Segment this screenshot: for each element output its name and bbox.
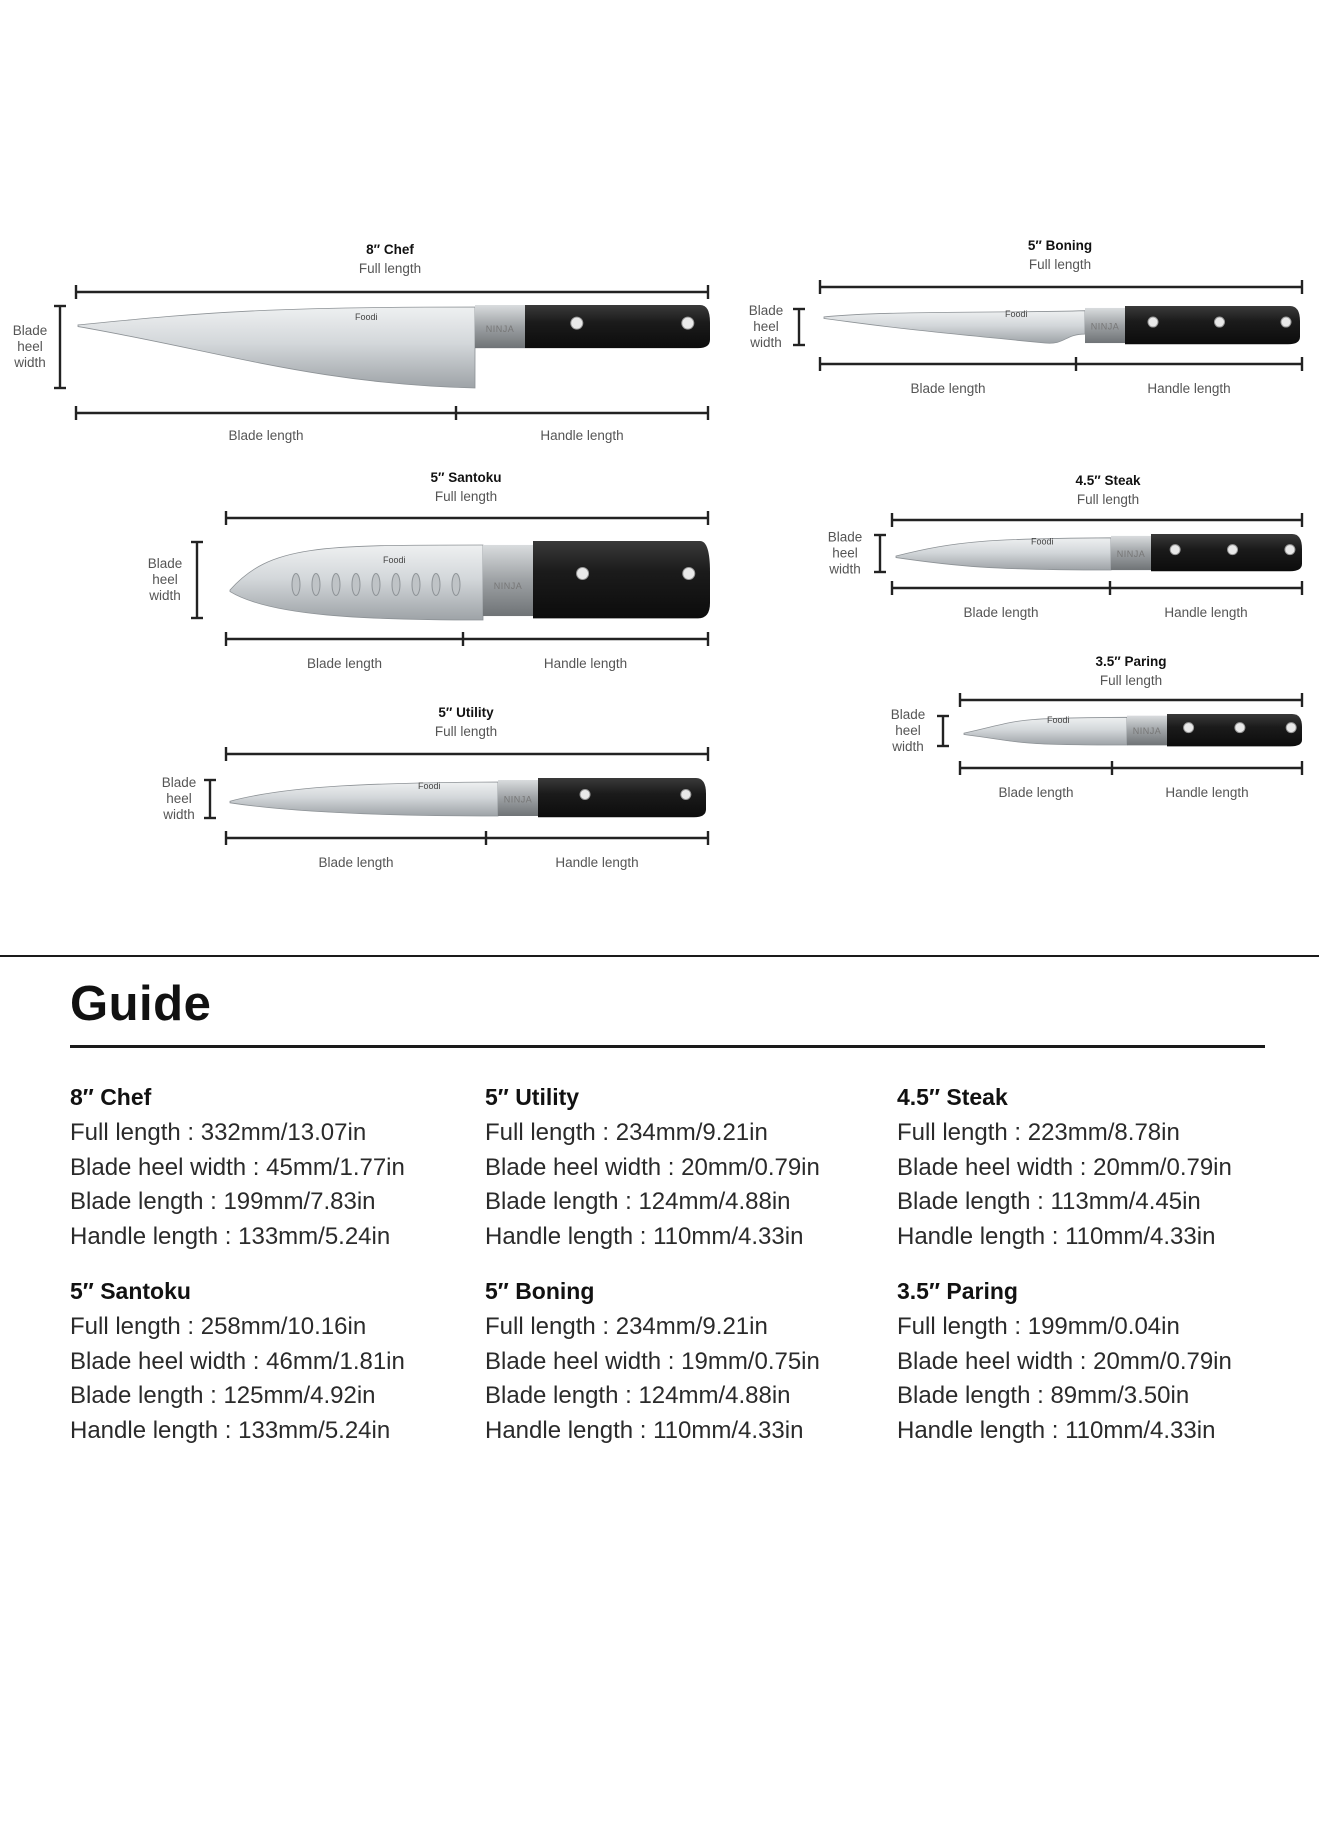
spec-blade-length: Blade length : 199mm/7.83in — [70, 1188, 376, 1215]
guide-item-name: 8″ Chef — [70, 1084, 152, 1110]
bolster-mark: NINJA — [1090, 321, 1120, 332]
handle-rivet — [683, 568, 695, 580]
spec-blade-length: Blade length : 89mm/3.50in — [897, 1382, 1190, 1409]
section-divider — [0, 955, 1319, 957]
blade-heel-width-label: width — [14, 355, 46, 370]
spec-full-length: Full length : 258mm/10.16in — [70, 1313, 367, 1340]
blade-heel-width-label: width — [750, 335, 782, 350]
guide-title: Guide — [70, 977, 212, 1031]
guide-item-name: 4.5″ Steak — [897, 1084, 1008, 1110]
spec-handle-length: Handle length : 110mm/4.33in — [485, 1416, 804, 1444]
blade-heel-width-label: width — [829, 561, 861, 577]
handle-rivet — [580, 789, 590, 799]
blade-heel-width-label: width — [149, 588, 181, 603]
guide-column-2 — [485, 1082, 905, 1448]
handle-rivet — [571, 317, 583, 329]
handle-length-label: Handle length — [555, 855, 639, 870]
spec-blade-heel-width: Blade heel width : 45mm/1.77in — [70, 1153, 405, 1181]
knife-figure-utility — [162, 705, 708, 870]
knife-handle — [538, 778, 706, 817]
spec-blade-heel-width: Blade heel width : 20mm/0.79in — [897, 1153, 1232, 1181]
blade-heel-width-label: Blade — [147, 556, 183, 571]
handle-rivet — [1170, 545, 1180, 555]
knife-title: 8″ Chef — [366, 242, 414, 257]
guide-item-name: 3.5″ Paring — [897, 1278, 1018, 1304]
spec-handle-length: Handle length : 110mm/4.33in — [897, 1222, 1216, 1250]
knife-blade — [824, 308, 1085, 344]
spec-blade-heel-width: Blade heel width : 20mm/0.79in — [485, 1153, 820, 1181]
full-length-label: Full length — [1099, 673, 1163, 688]
blade-brand-logo: Foodi — [418, 781, 441, 792]
full-length-label: Full length — [434, 489, 498, 504]
knife-figure-chef — [13, 242, 710, 443]
spec-handle-length: Handle length : 110mm/4.33in — [897, 1416, 1216, 1444]
blade-brand-logo: Foodi — [383, 555, 406, 566]
granton-dimple — [332, 573, 340, 595]
blade-brand-logo: Foodi — [1031, 536, 1054, 547]
blade-heel-width-label: heel — [166, 791, 192, 806]
handle-rivet — [1228, 545, 1238, 555]
guide-item-utility — [485, 1082, 905, 1254]
blade-length-label: Blade length — [306, 656, 383, 671]
spec-handle-length: Handle length : 133mm/5.24in — [70, 1222, 391, 1250]
spec-full-length: Full length : 199mm/0.04in — [897, 1313, 1180, 1340]
handle-length-label: Handle length — [540, 428, 624, 443]
handle-rivet — [682, 317, 694, 329]
handle-rivet — [1215, 317, 1225, 327]
guide-item-chef — [70, 1082, 490, 1254]
handle-rivet — [1286, 723, 1296, 733]
spec-blade-length: Blade length : 124mm/4.88in — [485, 1188, 791, 1215]
spec-full-length: Full length : 234mm/9.21in — [485, 1313, 768, 1340]
guide-column-1 — [70, 1082, 490, 1448]
full-length-label: Full length — [434, 724, 498, 739]
guide-item-paring — [897, 1276, 1317, 1448]
knife-blade — [230, 782, 498, 816]
blade-heel-width-label: width — [163, 807, 195, 822]
granton-dimple — [352, 573, 360, 595]
spec-handle-length: Handle length : 133mm/5.24in — [70, 1416, 391, 1444]
bolster-mark: NINJA — [503, 794, 533, 805]
blade-heel-width-label: heel — [17, 339, 43, 354]
handle-length-label: Handle length — [1165, 785, 1249, 800]
guide-item-santoku — [70, 1276, 490, 1448]
blade-heel-width-label: heel — [152, 572, 178, 587]
knife-figure-paring — [891, 654, 1302, 800]
blade-heel-width-label: width — [892, 739, 924, 754]
knife-figure-steak — [828, 473, 1302, 620]
handle-rivet — [1285, 545, 1295, 555]
guide-item-name: 5″ Utility — [485, 1084, 580, 1110]
knife-handle — [525, 305, 710, 348]
handle-length-label: Handle length — [543, 656, 628, 671]
spec-blade-length: Blade length : 125mm/4.92in — [70, 1382, 376, 1409]
spec-blade-heel-width: Blade heel width : 46mm/1.81in — [70, 1347, 405, 1375]
spec-blade-heel-width: Blade heel width : 19mm/0.75in — [485, 1347, 820, 1375]
knife-blade — [78, 307, 475, 388]
bolster-mark: NINJA — [1132, 726, 1162, 737]
knife-blade — [896, 538, 1111, 570]
spec-blade-length: Blade length : 124mm/4.88in — [485, 1382, 791, 1409]
full-length-label: Full length — [1076, 492, 1140, 507]
knife-blade — [964, 717, 1127, 745]
knife-title: 5″ Boning — [1027, 238, 1093, 253]
blade-brand-logo: Foodi — [1047, 715, 1070, 726]
blade-heel-width-label: Blade — [161, 775, 197, 790]
knife-title: 3.5″ Paring — [1095, 654, 1167, 669]
knife-figure-santoku — [148, 470, 710, 671]
blade-heel-width-label: Blade — [890, 707, 926, 722]
bolster-mark: NINJA — [485, 323, 515, 334]
spec-blade-length: Blade length : 113mm/4.45in — [897, 1188, 1201, 1215]
blade-brand-logo: Foodi — [355, 311, 378, 322]
handle-length-label: Handle length — [1164, 605, 1248, 620]
granton-dimple — [412, 573, 420, 595]
bolster-mark: NINJA — [1116, 549, 1146, 560]
guide-item-steak — [897, 1082, 1317, 1254]
blade-length-label: Blade length — [228, 428, 304, 443]
spec-full-length: Full length : 223mm/8.78in — [897, 1119, 1180, 1146]
blade-length-label: Blade length — [318, 855, 394, 870]
blade-length-label: Blade length — [998, 785, 1074, 800]
handle-rivet — [1184, 723, 1194, 733]
guide-title-rule — [70, 1045, 1265, 1048]
blade-length-label: Blade length — [963, 605, 1039, 620]
knife-title: 5″ Utility — [438, 705, 494, 720]
spec-full-length: Full length : 332mm/13.07in — [70, 1119, 367, 1146]
knife-handle — [533, 541, 710, 618]
granton-dimple — [292, 573, 300, 595]
spec-full-length: Full length : 234mm/9.21in — [485, 1119, 768, 1146]
granton-dimple — [432, 573, 440, 595]
bolster-mark: NINJA — [493, 581, 523, 592]
blade-heel-width-label: heel — [832, 545, 858, 561]
blade-heel-width-label: Blade — [827, 529, 863, 545]
handle-rivet — [577, 568, 589, 580]
handle-rivet — [1235, 723, 1245, 733]
blade-heel-width-label: Blade — [12, 323, 48, 338]
knife-title: 5″ Santoku — [430, 470, 502, 485]
spec-handle-length: Handle length : 110mm/4.33in — [485, 1222, 804, 1250]
blade-brand-logo: Foodi — [1005, 308, 1028, 319]
granton-dimple — [392, 573, 400, 595]
blade-heel-width-label: heel — [753, 319, 779, 334]
handle-length-label: Handle length — [1147, 381, 1231, 396]
blade-heel-width-label: heel — [895, 723, 921, 738]
granton-dimple — [372, 573, 380, 595]
full-length-label: Full length — [358, 261, 422, 276]
granton-dimple — [312, 573, 320, 595]
granton-dimple — [452, 573, 460, 595]
knife-figure-boning — [749, 238, 1302, 396]
guide-item-name: 5″ Boning — [485, 1278, 595, 1304]
handle-rivet — [1281, 317, 1291, 327]
handle-rivet — [681, 789, 691, 799]
knife-title: 4.5″ Steak — [1075, 473, 1141, 488]
guide-item-name: 5″ Santoku — [70, 1278, 191, 1304]
blade-length-label: Blade length — [910, 381, 986, 396]
guide-column-3 — [897, 1082, 1317, 1448]
handle-rivet — [1148, 317, 1158, 327]
guide-item-boning — [485, 1276, 905, 1448]
full-length-label: Full length — [1028, 257, 1092, 272]
blade-heel-width-label: Blade — [748, 303, 784, 318]
spec-blade-heel-width: Blade heel width : 20mm/0.79in — [897, 1347, 1232, 1375]
